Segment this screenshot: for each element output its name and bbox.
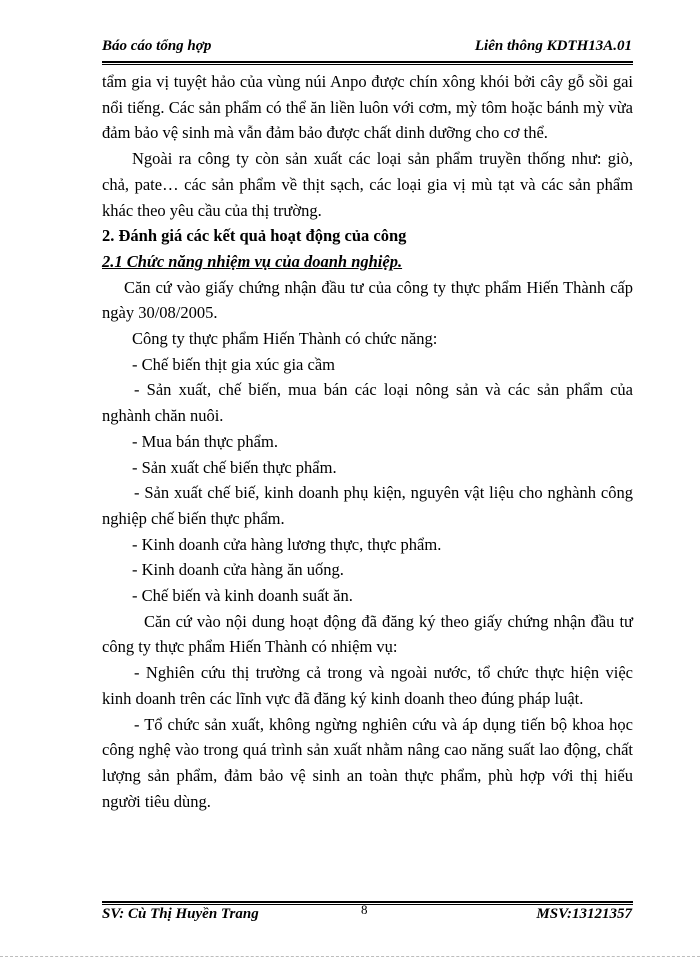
paragraph: Căn cứ vào nội dung hoạt động đã đăng ký theo giấy chứng nhận đầu tư công ty thực phẩm Hiến Thành có nhiệm vụ: <box>102 611 633 657</box>
list-item: - Sản xuất chế biế, kinh doanh phụ kiện, nguyên vật liệu cho nghành công nghiệp chế biến thực phẩm. <box>102 483 633 528</box>
document-body <box>102 69 633 814</box>
paragraph: Ngoài ra công ty còn sản xuất các loại sản phẩm truyền thống như: giò, chả, pate… các sản phẩm về thịt sạch, các loại gia vị mù tạt và các sản phẩm khác theo yêu cầu của thị trường. <box>102 149 633 220</box>
section-heading: 2. Đánh giá các kết quả hoạt động của công <box>102 226 407 246</box>
list-item: - Tổ chức sản xuất, không ngừng nghiên cứu và áp dụng tiến bộ khoa học công nghệ vào trong quá trình sản xuất nhằm nâng cao năng suất lao động, chất lượng sản phẩm, đảm bảo vệ sinh an toàn thực phẩm, phù hợp với thị hiếu người tiêu dùng. <box>102 714 633 811</box>
page-edge-divider <box>0 956 700 957</box>
header-rule <box>102 61 633 65</box>
footer-student-name: SV: Cù Thị Huyền Trang <box>102 906 259 922</box>
footer-student-id: MSV:13121357 <box>536 906 632 922</box>
list-item: - Chế biến và kinh doanh suất ăn. <box>132 586 353 606</box>
list-item: - Chế biến thịt gia xúc gia cầm <box>132 354 335 374</box>
page-number: 8 <box>361 902 368 917</box>
list-item: - Sản xuất, chế biến, mua bán các loại nông sản và các sản phẩm của nghành chăn nuôi. <box>102 380 633 426</box>
list-item: - Kinh doanh cửa hàng lương thực, thực phẩm. <box>132 534 442 554</box>
subsection-heading: 2.1 Chức năng nhiệm vụ của doanh nghiệp. <box>102 251 403 271</box>
paragraph: Công ty thực phẩm Hiến Thành có chức năng: <box>132 329 438 349</box>
paragraph: Căn cứ vào giấy chứng nhận đầu tư của công ty thực phẩm Hiến Thành cấp ngày 30/08/2005. <box>102 277 633 323</box>
footer-rule <box>102 901 633 905</box>
list-item: - Sản xuất chế biến thực phẩm. <box>132 457 337 477</box>
list-item: - Mua bán thực phẩm. <box>132 431 278 451</box>
list-item: - Kinh doanh cửa hàng ăn uống. <box>132 560 344 580</box>
header-title: Báo cáo tổng hợp <box>102 38 212 54</box>
header-class-code: Liên thông KDTH13A.01 <box>474 38 632 54</box>
paragraph: tẩm gia vị tuyệt hảo của vùng núi Anpo được chín xông khói bởi cây gỗ sồi gai nổi tiếng. Các sản phẩm có thể ăn liền luôn với cơm, mỳ tôm hoặc bánh mỳ vừa đảm bảo vệ sinh mà vẫn đảm bảo được chất dinh dưỡng cho cơ thể. <box>102 72 633 143</box>
list-item: - Nghiên cứu thị trường cả trong và ngoài nước, tổ chức thực hiện việc kinh doanh trên các lĩnh vực đã đăng ký kinh doanh theo đúng pháp luật. <box>102 663 633 708</box>
